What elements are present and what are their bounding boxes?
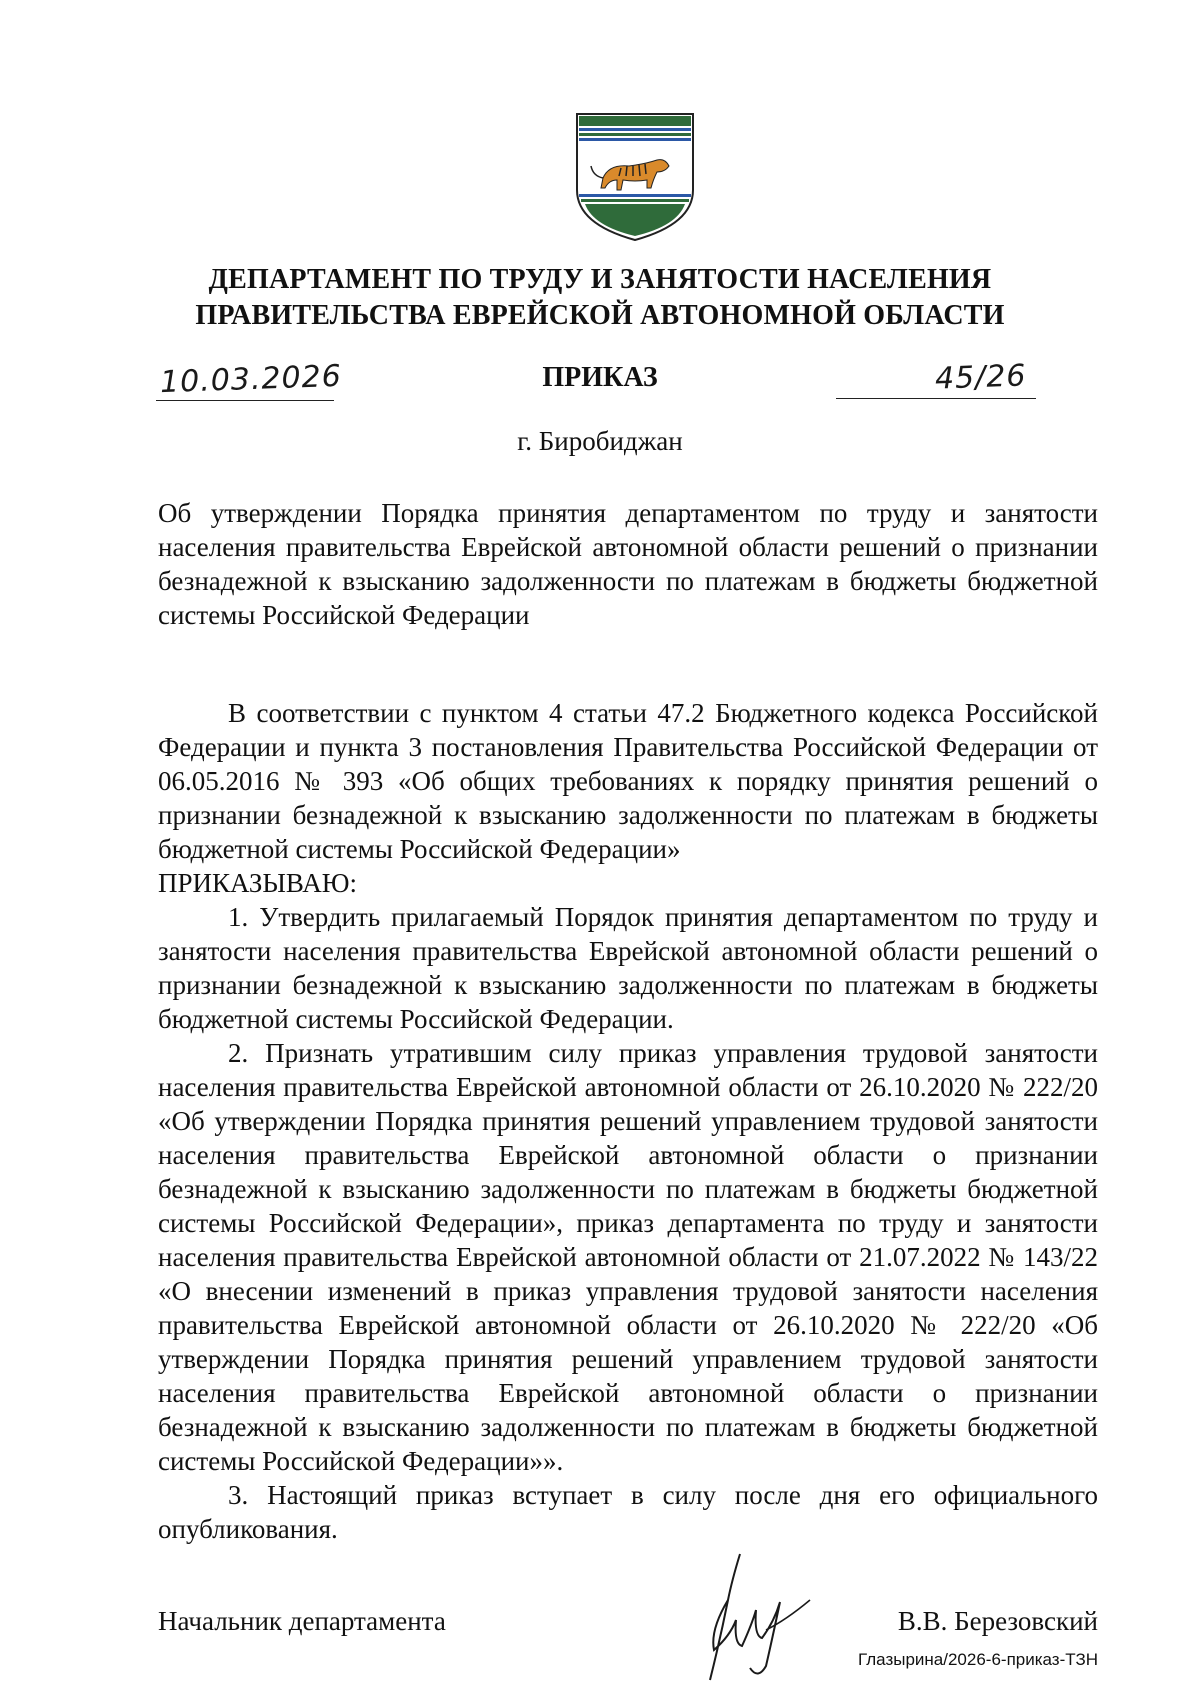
signatory-position: Начальник департамента <box>158 1606 446 1636</box>
department-title-line2: ПРАВИТЕЛЬСТВА ЕВРЕЙСКОЙ АВТОНОМНОЙ ОБЛАСТИ <box>195 300 1005 331</box>
city: г. Биробиджан <box>517 426 683 456</box>
order-subject: Об утверждении Порядка принятия департаментом по труду и занятости населения правительства Еврейской автономной области решений о признании безнадежной к взысканию задолженности по платежам в бюджеты бюджетной системы Российской Федерации <box>158 498 1098 630</box>
coat-of-arms-icon <box>569 112 701 242</box>
date-underline <box>156 400 334 401</box>
department-title <box>150 262 1050 334</box>
order-number: 45/26 <box>934 358 1028 397</box>
signatory-name: В.В. Березовский <box>897 1606 1098 1636</box>
item-2-paragraph: 2. Признать утратившим силу приказ управления трудовой занятости населения правительства Еврейской автономной области от 26.10.2020 № 222/20 «Об утверждении Порядка принятия решений управлением трудовой занятости населения правительства Еврейской автономной области о признании безнадежной к взысканию задолженности по платежам в бюджеты бюджетной системы Российской Федерации», приказ департамента по труду и занятости населения правительства Еврейской автономной области от 21.07.2022 № 143/22 «О внесении изменений в приказ управления трудовой занятости населения правительства Еврейской автономной области от 26.10.2020 № 222/20 «Об утверждении Порядка принятия решений управлением трудовой занятости населения правительства Еврейской автономной области о признании безнадежной к взысканию задолженности по платежам в бюджеты бюджетной системы Российской Федерации»». <box>158 1038 1098 1476</box>
item-3-paragraph: 3. Настоящий приказ вступает в силу после дня его официального опубликования. <box>158 1480 1098 1544</box>
department-title-line1: ДЕПАРТАМЕНТ ПО ТРУДУ И ЗАНЯТОСТИ НАСЕЛЕНИЯ <box>208 264 992 295</box>
item-1-paragraph: 1. Утвердить прилагаемый Порядок принятия департаментом по труду и занятости населения правительства Еврейской автономной области решений о признании безнадежной к взысканию задолженности по платежам в бюджеты бюджетной системы Российской Федерации. <box>158 902 1098 1034</box>
number-underline <box>836 398 1036 399</box>
executor-note: Глазырина/2026-6-приказ-ТЗН <box>858 1650 1098 1669</box>
order-body <box>158 696 1098 1546</box>
preamble-paragraph: В соответствии с пунктом 4 статьи 47.2 Бюджетного кодекса Российской Федерации и пункта 3 постановления Правительства Российской Федерации от 06.05.2016 № 393 «Об общих требованиях к порядку принятия решений о признании безнадежной к взысканию задолженности по платежам в бюджеты бюджетной системы Российской Федерации» <box>158 698 1098 864</box>
command-word: ПРИКАЗЫВАЮ: <box>158 868 357 898</box>
order-date: 10.03.2026 <box>159 358 343 401</box>
order-title: ПРИКАЗ <box>542 362 658 393</box>
